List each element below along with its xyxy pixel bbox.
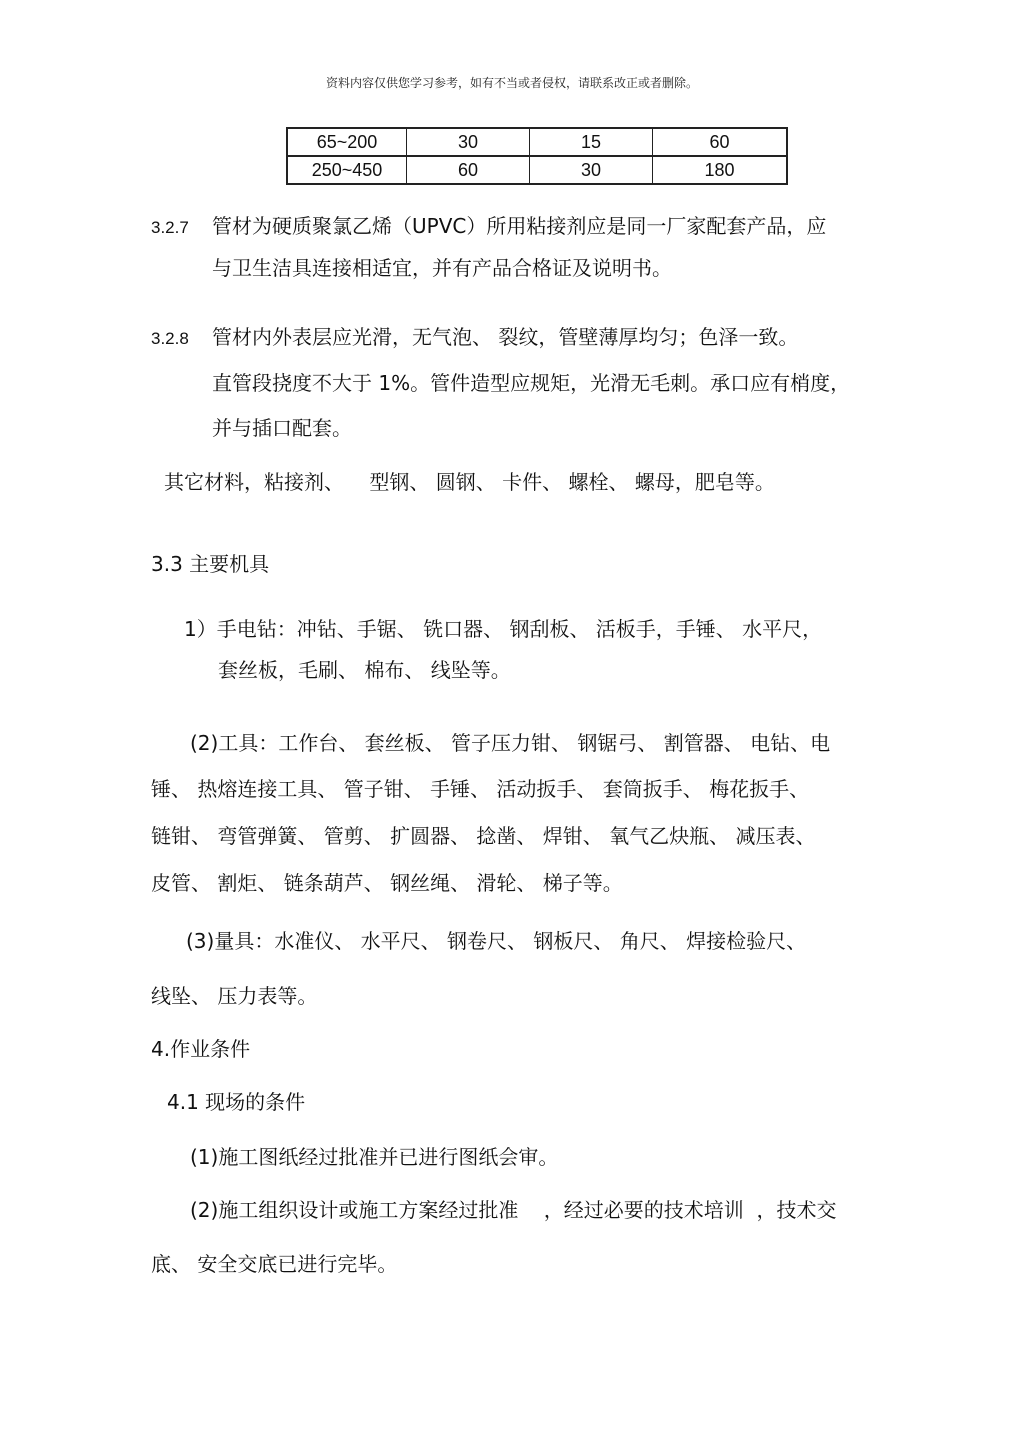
table-cell: 180	[653, 156, 788, 184]
table-cell: 60	[407, 156, 530, 184]
section-4-1-title: 4.1 现场的条件	[167, 1090, 306, 1114]
tools-2-line1: (2)工具：工作台、 套丝板、 管子压力钳、 钢锯弓、 割管器、 电钻、电	[190, 731, 831, 755]
table-cell: 30	[407, 128, 530, 156]
table-row	[287, 156, 787, 184]
clause-328-line3: 并与插口配套。	[212, 416, 352, 440]
tools-1-line2: 套丝板，毛刷、 棉布、 线坠等。	[218, 658, 511, 682]
other-materials: 其它材料，粘接剂、 型钢、 圆钢、 卡件、 螺栓、 螺母，肥皂等。	[164, 470, 775, 494]
clause-number-327: 3.2.7	[151, 218, 189, 237]
spec-table	[286, 127, 788, 185]
clause-328-line2: 直管段挠度不大于 1%。管件造型应规矩，光滑无毛刺。承口应有梢度，	[212, 371, 851, 395]
section-3-3-title: 3.3 主要机具	[151, 552, 270, 576]
tools-3-line1: (3)量具：水准仪、 水平尺、 钢卷尺、 钢板尺、 角尺、 焊接检验尺、	[186, 929, 807, 953]
clause-327-line2: 与卫生洁具连接相适宜，并有产品合格证及说明书。	[212, 256, 672, 280]
table-cell: 60	[653, 128, 788, 156]
condition-2-line1: (2)施工组织设计或施工方案经过批准 ，经过必要的技术培训 ，技术交	[190, 1198, 837, 1222]
table-cell: 30	[530, 156, 653, 184]
tools-1-line1: 1）手电钻：冲钻、手锯、 铣口器、 钢刮板、 活板手，手锤、 水平尺，	[184, 617, 823, 641]
table-row	[287, 128, 787, 156]
page-header-disclaimer: 资料内容仅供您学习参考，如有不当或者侵权，请联系改正或者删除。	[325, 76, 698, 90]
condition-2-line2: 底、 安全交底已进行完毕。	[151, 1252, 398, 1276]
clause-327-line1: 管材为硬质聚氯乙烯（UPVC）所用粘接剂应是同一厂家配套产品，应	[212, 214, 827, 238]
table-cell: 15	[530, 128, 653, 156]
clause-number-328: 3.2.8	[151, 329, 189, 348]
clause-328-line1: 管材内外表层应光滑，无气泡、 裂纹，管壁薄厚均匀；色泽一致。	[212, 325, 799, 349]
table-cell: 250~450	[287, 156, 407, 184]
section-4-title: 4.作业条件	[151, 1037, 251, 1061]
tools-2-line3: 链钳、 弯管弹簧、 管剪、 扩圆器、 捻凿、 焊钳、 氧气乙炔瓶、 减压表、	[151, 824, 816, 848]
table-cell: 65~200	[287, 128, 407, 156]
tools-2-line2: 锤、 热熔连接工具、 管子钳、 手锤、 活动扳手、 套筒扳手、 梅花扳手、	[151, 777, 810, 801]
tools-2-line4: 皮管、 割炬、 链条葫芦、 钢丝绳、 滑轮、 梯子等。	[151, 871, 623, 895]
tools-3-line2: 线坠、 压力表等。	[151, 984, 318, 1008]
condition-1: (1)施工图纸经过批准并已进行图纸会审。	[190, 1145, 559, 1169]
